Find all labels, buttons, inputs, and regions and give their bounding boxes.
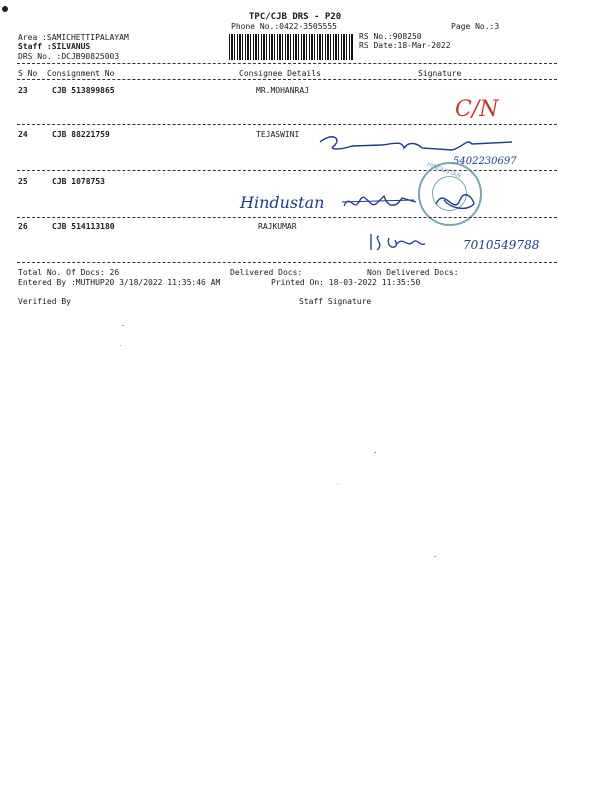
row-consignee: MR.MOHANRAJ — [256, 86, 309, 95]
row-consignment: CJB 514113180 — [52, 222, 115, 231]
row-separator — [17, 170, 557, 171]
scan-speck — [374, 452, 376, 453]
row-consignment: CJB 88221759 — [52, 130, 110, 139]
row-consignment: CJB 513899865 — [52, 86, 115, 95]
signature-scribble — [367, 230, 437, 256]
handwritten-phone: 5402230697 — [453, 156, 517, 167]
row-sno: 24 — [18, 130, 28, 139]
rs-date: RS Date:18-Mar-2022 — [359, 41, 451, 50]
row-consignee: TEJASWINI — [256, 130, 300, 139]
stamp-signature — [430, 182, 480, 222]
phone-number: Phone No.:0422-3505555 — [231, 22, 337, 31]
row-separator — [17, 124, 557, 125]
row-sno: 25 — [18, 177, 28, 186]
scan-mark — [2, 6, 8, 12]
handwritten-phone: 7010549788 — [463, 238, 540, 252]
separator — [17, 79, 557, 80]
verified-by: Verified By — [18, 297, 71, 306]
stamp-text: HINDUSTAN — [425, 161, 462, 180]
separator — [17, 262, 557, 263]
col-sno: S No — [18, 69, 38, 78]
delivered-docs: Delivered Docs: — [230, 268, 303, 277]
document-title: TPC/CJB DRS - P20 — [249, 12, 342, 22]
total-docs: Total No. Of Docs: 26 — [18, 268, 120, 277]
row-consignee: RAJKUMAR — [258, 222, 297, 231]
entered-by: Entered By :MUTHUP20 3/18/2022 11:35:46 AM — [18, 278, 221, 287]
non-delivered-docs: Non Delivered Docs: — [367, 268, 459, 277]
printed-on: Printed On: 18-03-2022 11:35:50 — [271, 278, 421, 287]
scan-speck — [434, 556, 436, 557]
rs-number: RS No.:908250 — [359, 32, 422, 41]
signature-scribble — [312, 128, 532, 158]
handwritten-company: Hindustan — [240, 193, 325, 212]
scan-speck — [337, 484, 338, 485]
row-separator — [17, 217, 557, 218]
drs-number: DRS No. :DCJB90825003 — [18, 52, 120, 61]
row-sno: 23 — [18, 86, 28, 95]
scan-speck — [120, 345, 121, 346]
staff-signature-label: Staff Signature — [299, 297, 372, 306]
page-number: Page No.:3 — [451, 22, 500, 31]
col-consignee: Consignee Details — [239, 69, 321, 78]
col-signature: Signature — [418, 69, 462, 78]
col-consignment: Consignment No — [47, 69, 115, 78]
staff-label: Staff :SILVANUS — [18, 42, 91, 51]
handwritten-note: C/N — [455, 97, 499, 122]
scan-speck — [122, 325, 124, 326]
row-consignment: CJB 1078753 — [52, 177, 105, 186]
signature-scribble — [340, 190, 420, 216]
area-label: Area :SAMICHETTIPALAYAM — [18, 33, 129, 42]
separator — [17, 63, 557, 64]
barcode — [229, 34, 353, 60]
row-sno: 26 — [18, 222, 28, 231]
